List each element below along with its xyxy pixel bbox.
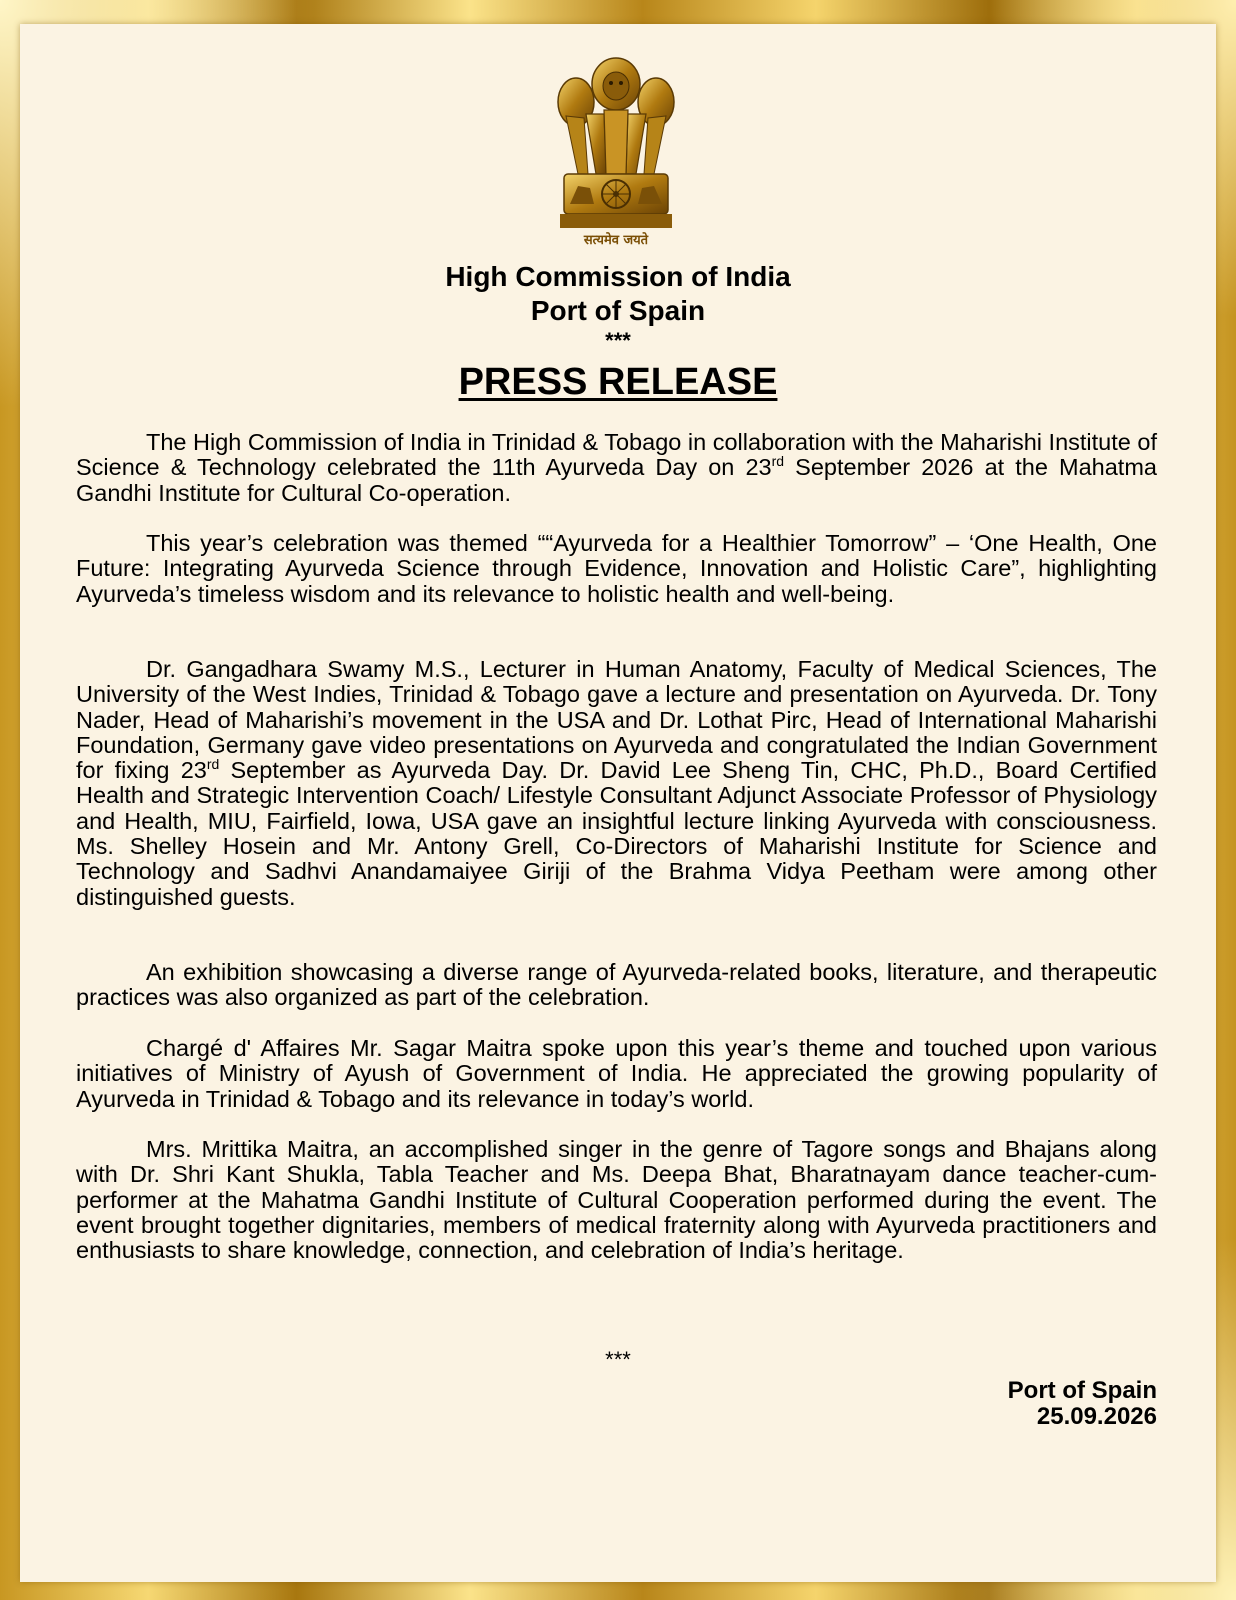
footer-date: 25.09.2026: [1036, 1403, 1157, 1430]
paragraph-2-text: This year’s celebration was themed ““Ayurveda for a Healthier Tomorrow” – ‘One Health, One Future: Integrating Ayurveda Science through Evidence, Innovation and Holistic Care”, highlighting Ayurveda’s timeless wisdom and its relevance to holistic health and well-being.: [76, 530, 1157, 607]
ordinal-suffix: rd: [771, 453, 785, 470]
ordinal-suffix: rd: [206, 756, 220, 773]
paragraph-3: [76, 657, 1157, 910]
organization-location: Port of Spain: [530, 295, 706, 326]
page-title: [0, 360, 1236, 404]
paragraph-6-text: Mrs. Mrittika Maitra, an accomplished singer in the genre of Tagore songs and Bhajans along with Dr. Shri Kant Shukla, Tabla Teacher and Ms. Deepa Bhat, Bharatnayam dance teacher-cum-performer at the Mahatma Gandhi Institute of Cultural Cooperation performed during the event. The event brought together dignitaries, members of medical fraternity along with Ayurveda practitioners and enthusiasts to share knowledge, connection, and celebration of India’s heritage.: [76, 1136, 1157, 1264]
paragraph-1: [76, 430, 1157, 506]
paragraph-3-text-b: September as Ayurveda Day. Dr. David Lee Sheng Tin, CHC, Ph.D., Board Certified Health and Strategic Intervention Coach/ Lifestyle Consultant Adjunct Associate Professor of Physiology and Health, MIU, Fairfield, Iowa, USA gave an insightful lecture linking Ayurveda with consciousness. Ms. Shelley Hosein and Mr. Antony Grell, Co-Directors of Maharishi Institute for Science and Technology and Sadhvi Anandamaiyee Giriji of the Brahma Vidya Peetham were among other distinguished guests.: [76, 757, 1158, 910]
paragraph-5-text: Chargé d' Affaires Mr. Sagar Maitra spoke upon this year’s theme and touched upon various initiatives of Ministry of Ayush of Government of India. He appreciated the growing popularity of Ayurveda in Trinidad & Tobago and its relevance in today’s world.: [76, 1035, 1157, 1112]
footer-separator: ***: [605, 1347, 631, 1372]
national-emblem-icon: [556, 54, 676, 249]
organization-name: High Commission of India: [445, 261, 791, 292]
page-title-text: PRESS RELEASE: [458, 361, 778, 403]
paragraph-1-text-a: The High Commission of India in Trinidad & Tobago in collaboration with the Maharishi Institute of Science & Technology celebrated the 11th Ayurveda Day on 23: [76, 429, 1157, 481]
signature-block: [1008, 1378, 1157, 1430]
footer-place: Port of Spain: [1007, 1377, 1157, 1404]
paragraph-6: [76, 1137, 1157, 1263]
paragraph-5: [76, 1036, 1157, 1112]
paragraph-1-text-b: September 2026 at the Mahatma Gandhi Institute for Cultural Co-operation.: [76, 454, 1157, 506]
paragraph-4: [76, 960, 1157, 1011]
header-separator: ***: [605, 328, 631, 353]
paragraph-4-text: An exhibition showcasing a diverse range of Ayurveda-related books, literature, and therapeutic practices was also organized as part of the celebration.: [76, 959, 1157, 1011]
paragraph-2: [76, 531, 1157, 607]
emblem-motto: सत्यमेव जयते: [583, 233, 649, 248]
paragraph-3-text-a: Dr. Gangadhara Swamy M.S., Lecturer in Human Anatomy, Faculty of Medical Sciences, The University of the West Indies, Trinidad & Tobago gave a lecture and presentation on Ayurveda. Dr. Tony Nader, Head of Maharishi’s movement in the USA and Dr. Lothat Pirc, Head of International Maharishi Foundation, Germany gave video presentations on Ayurveda and congratulated the Indian Government for fixing 23: [76, 656, 1157, 784]
